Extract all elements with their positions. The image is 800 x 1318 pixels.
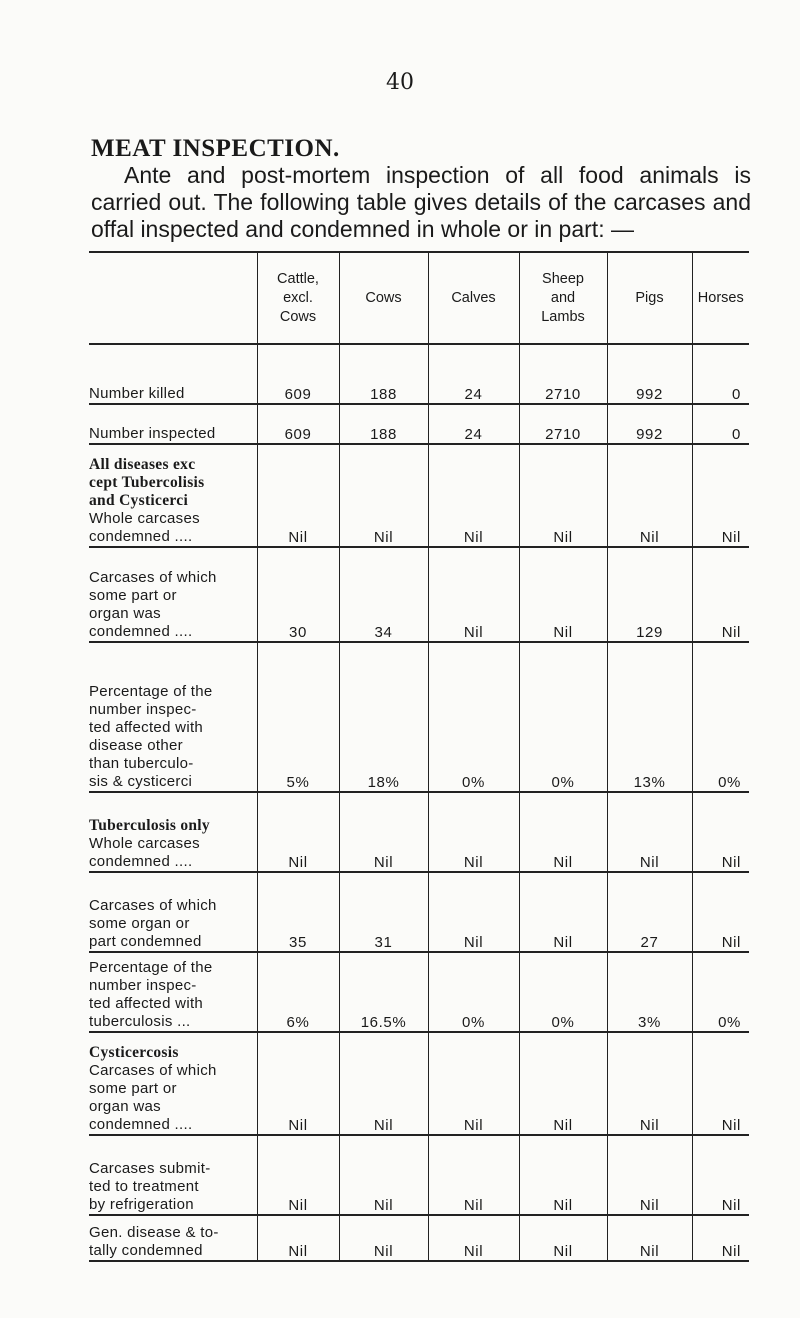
row-label-text: Carcases of which some organ or part condemned [89,897,217,950]
table-cell: Nil [428,547,519,642]
row-label-text: Percentage of the number inspec- ted affected with disease other than tuberculo- sis & cysticerci [89,683,213,790]
table-cell: Nil [692,1135,749,1215]
table-row [89,1215,749,1261]
row-label [89,872,257,952]
table-cell: Nil [519,1215,607,1261]
table-cell: Nil [257,792,339,872]
row-label-text: Carcases submit- ted to treatment by refrigeration [89,1160,211,1213]
table-cell: Nil [428,1215,519,1261]
table-cell: Nil [339,1135,428,1215]
row-label-text: Number inspected [89,425,216,442]
table-cell: 18% [339,642,428,792]
table-cell: 31 [339,872,428,952]
table-row [89,344,749,404]
table-header-row [89,252,749,344]
table-row [89,952,749,1032]
table-cell: Nil [339,792,428,872]
intro-paragraph: Ante and post-mortem inspection of all food animals is carried out. The following table gives details of the carcases and offal inspected and condemned in whole or in part: — [91,162,751,242]
table-cell: 188 [339,404,428,444]
table-cell: 6% [257,952,339,1032]
table-cell: 35 [257,872,339,952]
table-cell: Nil [692,872,749,952]
row-label [89,404,257,444]
table-cell: Nil [257,1032,339,1135]
table-cell: Nil [428,792,519,872]
table-row [89,1032,749,1135]
table-cell: Nil [692,1215,749,1261]
table-cell: 24 [428,344,519,404]
row-label [89,444,257,547]
table-cell: 30 [257,547,339,642]
table-cell: Nil [519,792,607,872]
row-label-text: Number killed [89,385,185,402]
table-cell: Nil [607,1032,692,1135]
table-cell: Nil [519,1032,607,1135]
table-cell: Nil [692,444,749,547]
table-row [89,1135,749,1215]
table-cell: 609 [257,404,339,444]
table-cell: 2710 [519,344,607,404]
table-cell: Nil [428,1032,519,1135]
table-cell: 0% [692,642,749,792]
table-cell: 0% [428,642,519,792]
column-header: Pigs [607,252,692,344]
table-row [89,444,749,547]
table-row [89,404,749,444]
table-cell: 188 [339,344,428,404]
row-label-text: Percentage of the number inspec- ted affected with tuberculosis ... [89,959,213,1030]
row-label [89,547,257,642]
row-label-text: Carcases of which some part or organ was condemned .... [89,569,217,640]
table-cell: 992 [607,344,692,404]
page-number: 40 [386,70,414,95]
row-label [89,1032,257,1135]
table-cell: Nil [692,792,749,872]
table-row [89,642,749,792]
table-cell: Nil [692,547,749,642]
column-header: Calves [428,252,519,344]
row-label-text: Whole carcases condemned .... [89,835,200,870]
row-label [89,792,257,872]
table-cell: 129 [607,547,692,642]
row-label [89,952,257,1032]
row-group-heading: Tuberculosis only [89,817,210,834]
row-label [89,642,257,792]
column-header: Horses [692,252,749,344]
row-label-text: Whole carcases condemned .... [89,510,200,545]
table-cell: 0 [692,404,749,444]
table-cell: 992 [607,404,692,444]
table-cell: Nil [428,872,519,952]
section-title: MEAT INSPECTION. [91,135,340,162]
table-cell: Nil [257,444,339,547]
table-cell: Nil [339,1032,428,1135]
table-cell: 16.5% [339,952,428,1032]
table-cell: Nil [257,1135,339,1215]
table-cell: 2710 [519,404,607,444]
table-cell: 609 [257,344,339,404]
table-row [89,547,749,642]
table-cell: Nil [607,1135,692,1215]
table-cell: Nil [519,1135,607,1215]
table-cell: Nil [428,444,519,547]
table-cell: Nil [339,1215,428,1261]
table-cell: Nil [519,444,607,547]
row-label [89,1215,257,1261]
table-cell: Nil [339,444,428,547]
table-cell: 3% [607,952,692,1032]
row-group-heading: Cysticercosis [89,1044,179,1061]
column-header: Cows [339,252,428,344]
header-corner [89,252,257,344]
table-cell: Nil [257,1215,339,1261]
table-cell: 27 [607,872,692,952]
table-cell: 13% [607,642,692,792]
row-label [89,1135,257,1215]
table-cell: Nil [428,1135,519,1215]
table-cell: 0% [519,642,607,792]
table-cell: Nil [519,547,607,642]
table-cell: 0% [428,952,519,1032]
table-cell: Nil [607,1215,692,1261]
table-cell: 0% [519,952,607,1032]
row-label [89,344,257,404]
column-header: Sheep and Lambs [519,252,607,344]
table-cell: 5% [257,642,339,792]
table-cell: Nil [607,444,692,547]
table-cell: Nil [519,872,607,952]
table-row [89,792,749,872]
table-cell: Nil [607,792,692,872]
meat-inspection-table [89,251,749,1262]
table-row [89,872,749,952]
table-cell: 34 [339,547,428,642]
table-cell: 24 [428,404,519,444]
row-label-text: Gen. disease & to- tally condemned [89,1224,219,1259]
column-header: Cattle, excl. Cows [257,252,339,344]
table-cell: 0% [692,952,749,1032]
row-group-heading: All diseases exc cept Tubercolisis and Cysticerci [89,456,205,509]
table-cell: Nil [692,1032,749,1135]
row-label-text: Carcases of which some part or organ was condemned .... [89,1062,217,1133]
table-cell: 0 [692,344,749,404]
